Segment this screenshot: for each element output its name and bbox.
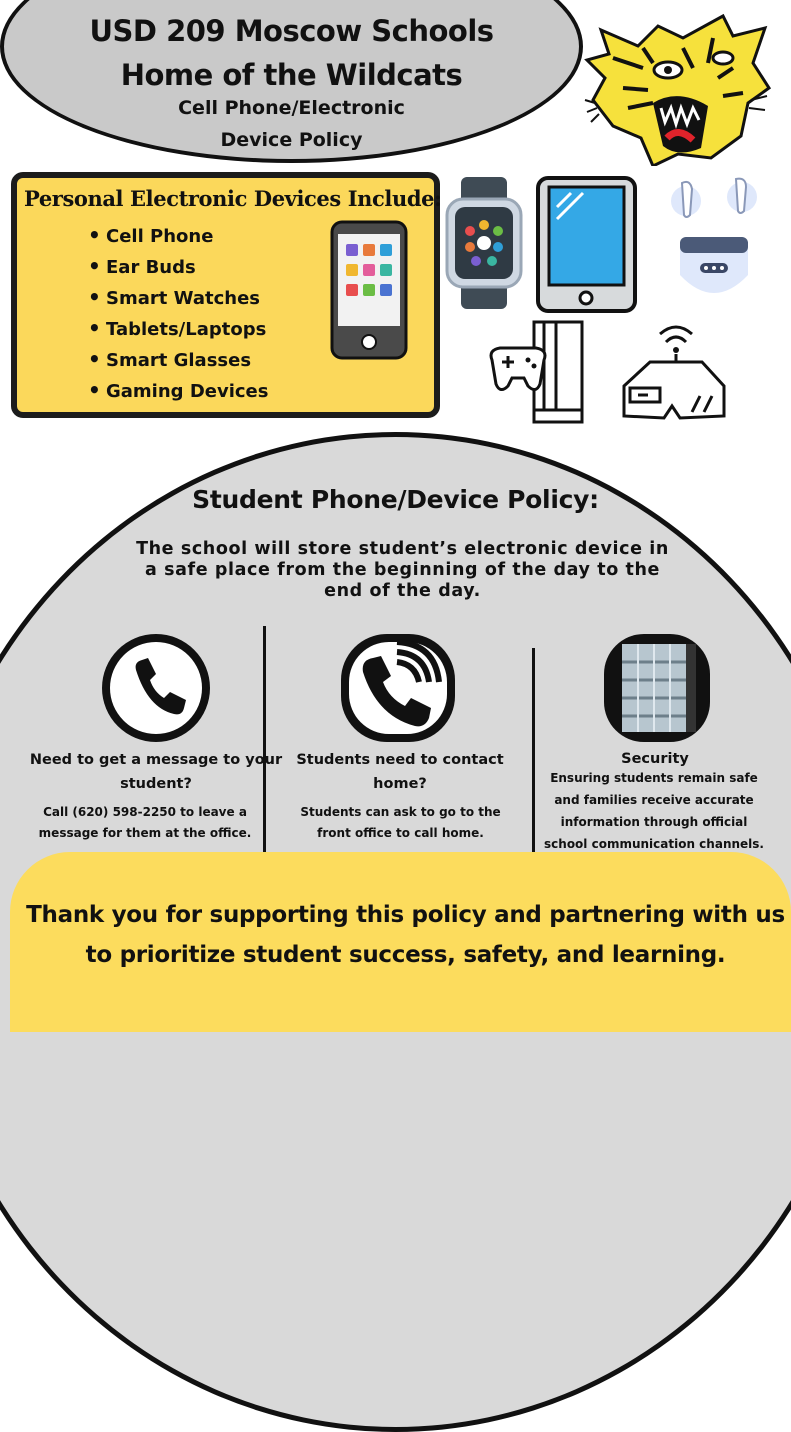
thank-you-text: Thank you for supporting this policy and partnering with us to prioritize student success, safety, and learning. [26, 902, 785, 968]
column-divider [263, 626, 266, 854]
policy-title: Student Phone/Device Policy: [192, 485, 599, 514]
tablet-icon [535, 175, 638, 314]
column-divider [532, 648, 535, 854]
earbuds-icon [662, 175, 766, 305]
subtitle-line-2: Device Policy [220, 129, 363, 151]
phone-calling-icon [339, 632, 457, 744]
list-item: • Tablets/Laptops [88, 315, 268, 346]
phone-locker-icon [602, 632, 712, 744]
list-item: • Cell Phone [88, 222, 268, 253]
contact-home-text: Students can ask to go to the front office to call home. [300, 805, 501, 840]
list-item: • Smart Watches [88, 284, 268, 315]
list-item: • Gaming Devices [88, 377, 268, 408]
phone-icon [100, 632, 212, 744]
school-tagline: Home of the Wildcats [120, 58, 463, 92]
device-list [88, 222, 268, 408]
list-item: • Ear Buds [88, 253, 268, 284]
devices-heading: Personal Electronic Devices Include: [24, 186, 442, 211]
smart-glasses-icon [620, 320, 728, 424]
message-text: Call (620) 598-2250 to leave a message for them at the office. [38, 805, 252, 840]
contact-home-title: Students need to contact home? [296, 752, 504, 792]
security-title: Security [621, 751, 689, 767]
game-console-icon [484, 320, 586, 424]
security-text: Ensuring students remain safe and families receive accurate information through official school communication channels. [544, 771, 764, 851]
subtitle-line-1: Cell Phone/Electronic [178, 97, 405, 119]
smartwatch-icon [443, 175, 525, 311]
school-title: USD 209 Moscow Schools [89, 14, 494, 48]
wildcat-mascot-logo [583, 8, 773, 166]
policy-description: The school will store student’s electronic device in a safe place from the beginning of the day to the end of the day. [136, 539, 669, 601]
message-title: Need to get a message to your student? [29, 752, 283, 792]
smartphone-icon [330, 220, 408, 360]
list-item: • Smart Glasses [88, 346, 268, 377]
policy-subtitle [0, 92, 583, 156]
